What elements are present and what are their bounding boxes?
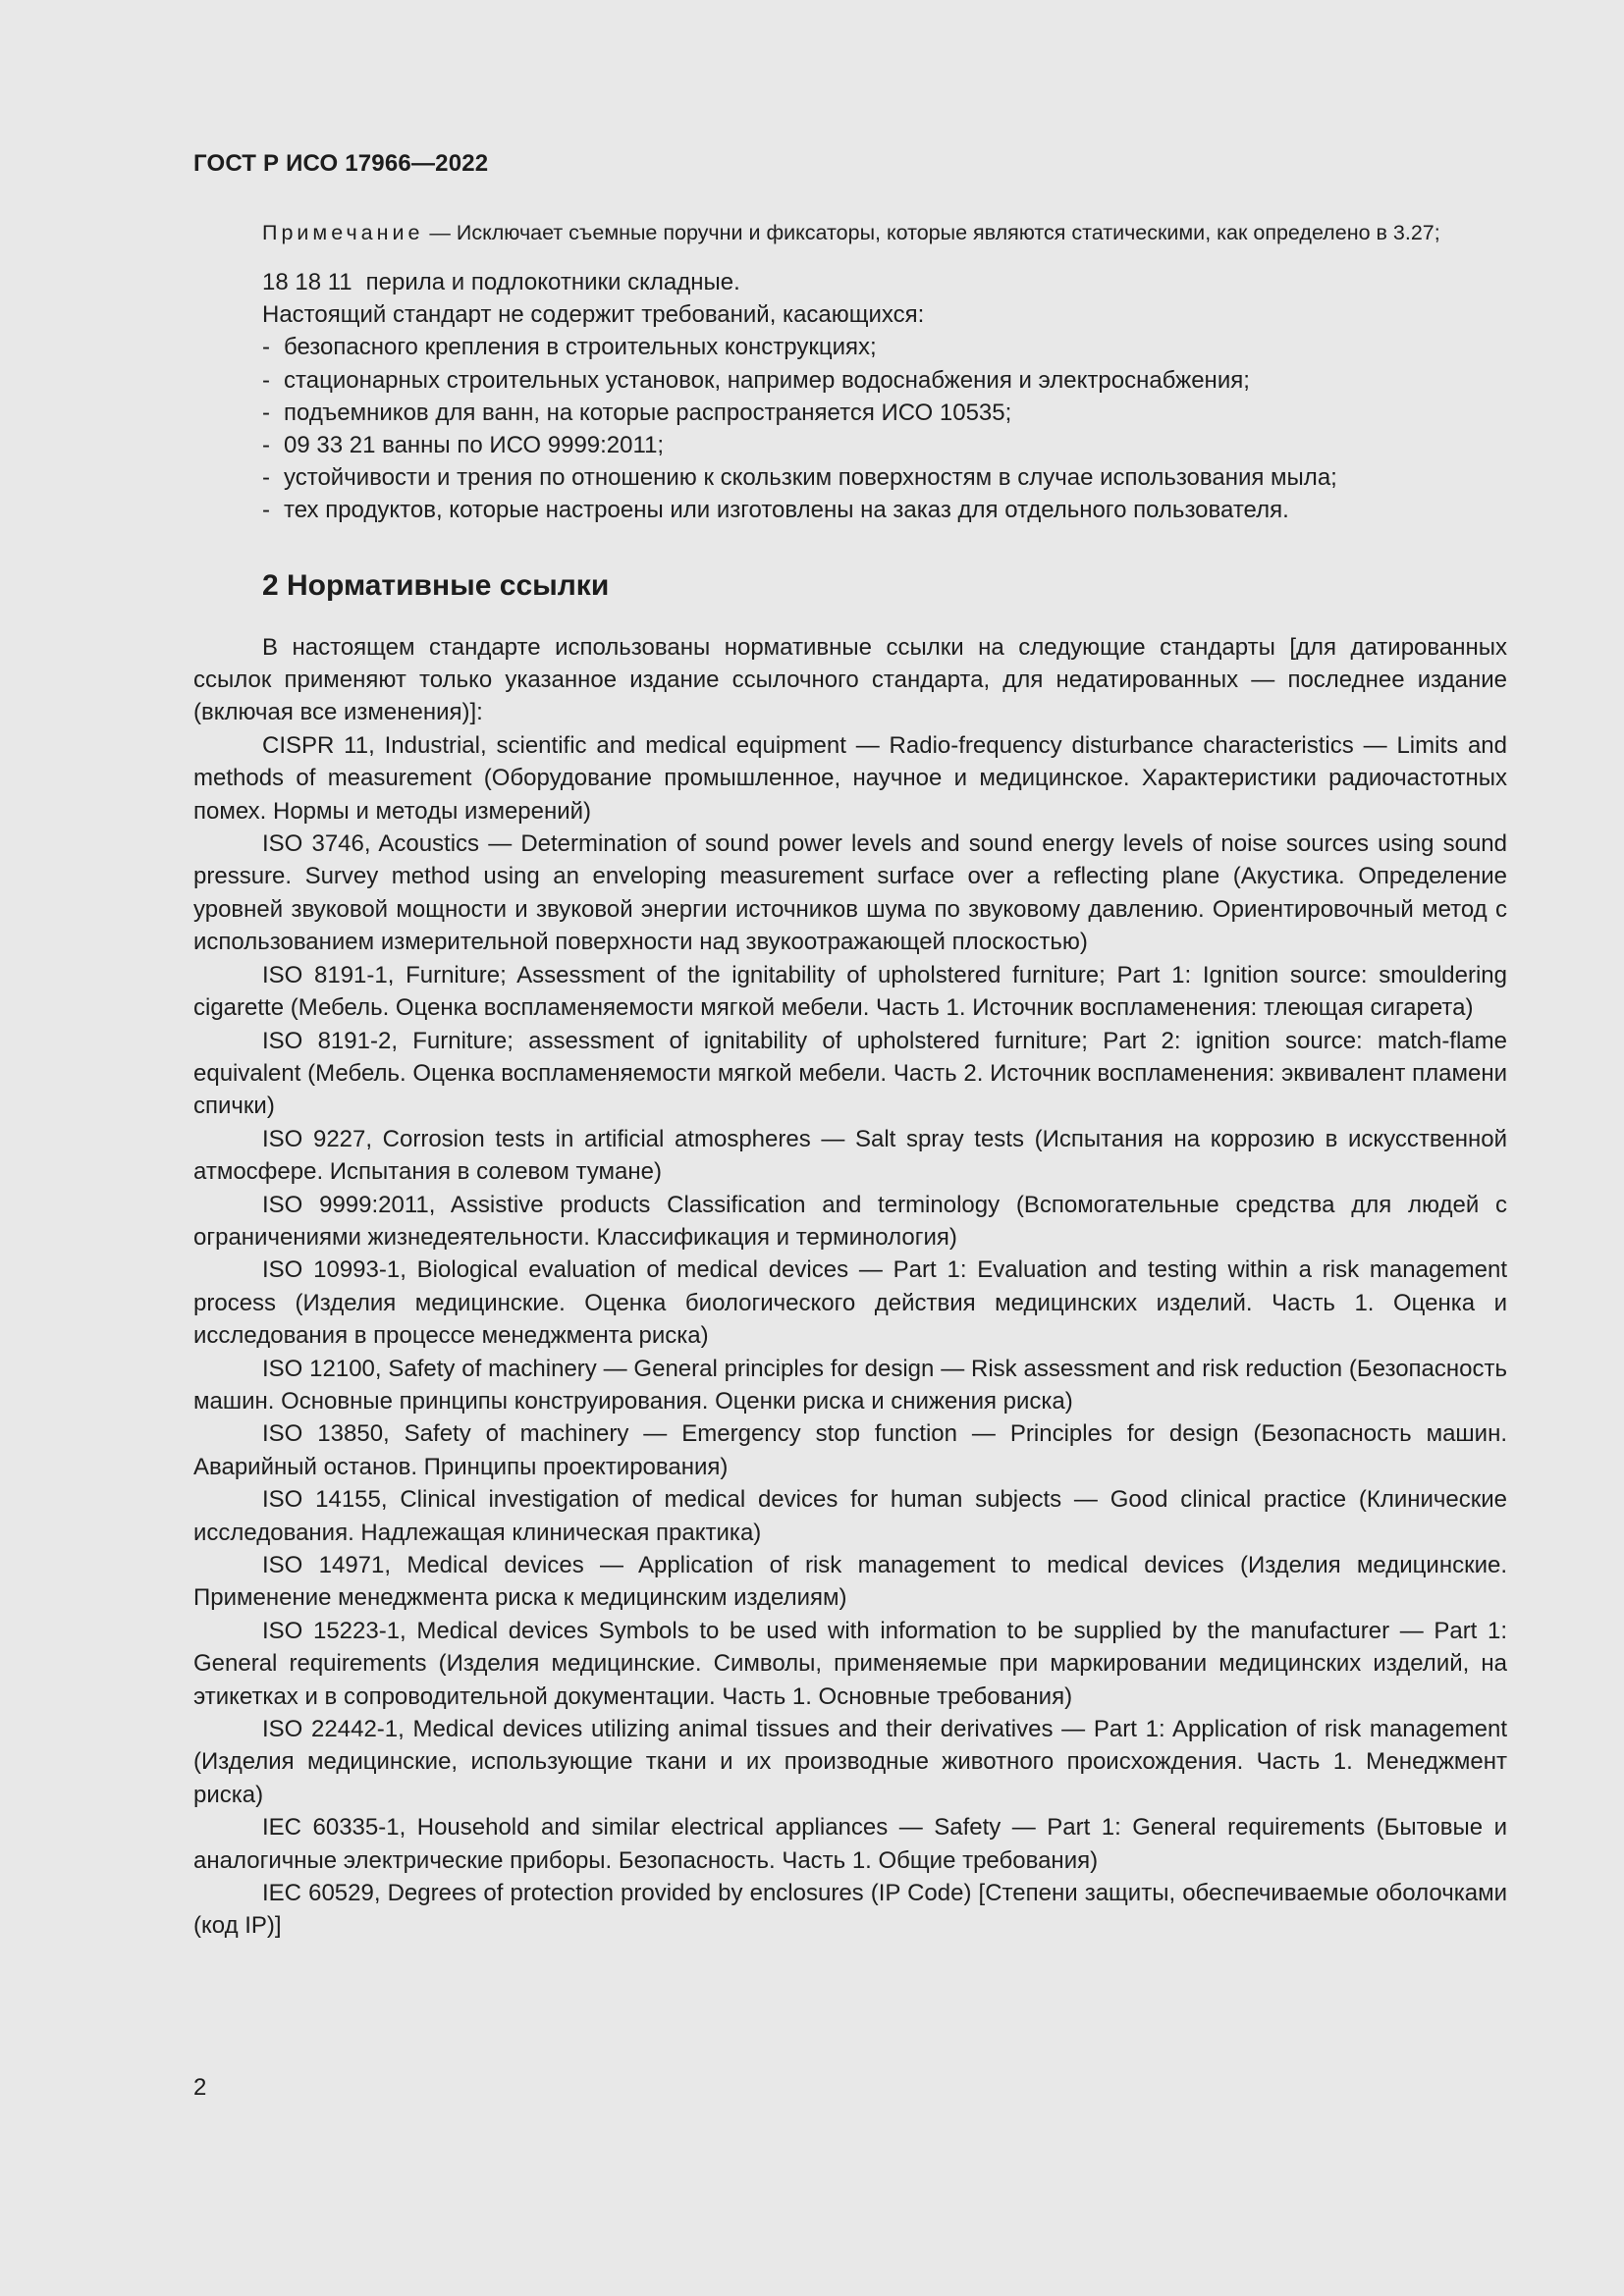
scope-item-text: перила и подлокотники складные.	[365, 269, 740, 295]
reference-item: IEC 60335-1, Household and similar electrical appliances — Safety — Part 1: General requirements (Бытовые и аналогичные электрические приборы. Безопасность. Часть 1. Общие требования)	[193, 1814, 1507, 1874]
list-item	[193, 494, 1507, 526]
list-item-text: безопасного крепления в строительных конструкциях;	[284, 334, 877, 361]
note-label: Примечание	[262, 221, 424, 244]
reference-item: ISO 10993-1, Biological evaluation of medical devices — Part 1: Evaluation and testing within a risk management process (Изделия медицинские. Оценка биологического действия медицинских изделий. Часть 1. Оценка и исследования в процессе менеджмента риска)	[193, 1256, 1507, 1350]
list-item-text: подъемников для ванн, на которые распространяется ИСО 10535;	[284, 399, 1012, 426]
list-item	[193, 364, 1507, 397]
list-item	[193, 429, 1507, 461]
section-title: 2 Нормативные ссылки	[262, 568, 610, 602]
page-number: 2	[193, 2074, 207, 2101]
list-item	[193, 397, 1507, 429]
reference-item: ISO 15223-1, Medical devices Symbols to be used with information to be supplied by the manufacturer — Part 1: General requirements (Изделия медицинские. Символы, применяемые при маркировании медицинских изделий, на этикетках и в сопроводительной документации. Часть 1. Основные требования)	[193, 1617, 1507, 1710]
list-item-text: устойчивости и трения по отношению к скользким поверхностям в случае использования мыла;	[284, 464, 1337, 492]
reference-item: ISO 22442-1, Medical devices utilizing animal tissues and their derivatives — Part 1: Application of risk management (Изделия медицинские, использующие ткани и их производные животного происхождения. Часть 1. Менеджмент риска)	[193, 1716, 1507, 1808]
reference-item: ISO 3746, Acoustics — Determination of sound power levels and sound energy levels of noise sources using sound pressure. Survey method using an enveloping measurement surface over a reflecting plane (Акустика. Определение уровней звуковой мощности и звуковой энергии источников шума по звуковому давлению. Ориентировочный метод с использованием измерительной поверхности над звукоотражающей плоскостью)	[193, 830, 1507, 956]
dash-bullet: -	[262, 366, 270, 394]
reference-item: ISO 8191-2, Furniture; assessment of ignitability of upholstered furniture; Part 2: ignition source: match-flame equivalent (Мебель. Оценка воспламеняемости мягкой мебели. Часть 2. Источник воспламенения: эквивалент пламени спички)	[193, 1027, 1507, 1120]
list-item-text: стационарных строительных установок, например водоснабжения и электроснабжения;	[284, 366, 1250, 394]
document-header: ГОСТ Р ИСО 17966—2022	[193, 150, 489, 177]
dash-bullet: -	[262, 497, 270, 524]
reference-item: ISO 14155, Clinical investigation of medical devices for human subjects — Good clinical practice (Клинические исследования. Надлежащая клиническая практика)	[193, 1486, 1507, 1546]
scope-intro: Настоящий стандарт не содержит требований, касающихся:	[262, 301, 925, 329]
list-item-text: 09 33 21 ванны по ИСО 9999:2011;	[284, 432, 665, 459]
reference-item: ISO 8191-1, Furniture; Assessment of the ignitability of upholstered furniture; Part 1: Ignition source: smouldering cigarette (Мебель. Оценка воспламеняемости мягкой мебели. Часть 1. Источник воспламенения: тлеющая сигарета)	[193, 961, 1507, 1022]
document-page	[193, 147, 1507, 1943]
dash-bullet: -	[262, 432, 270, 459]
reference-item: CISPR 11, Industrial, scientific and medical equipment — Radio-frequency disturbance characteristics — Limits and methods of measurement (Оборудование промышленное, научное и медицинское. Характеристики радиочастотных помех. Нормы и методы измерений)	[193, 731, 1507, 825]
section-intro: В настоящем стандарте использованы нормативные ссылки на следующие стандарты [для датированных ссылок применяют только указанное издание ссылочного стандарта, для недатированных — последнее издание (включая все изменения)]:	[193, 633, 1507, 726]
note-paragraph	[193, 218, 1507, 248]
scope-item-code: 18 18 11	[262, 269, 352, 295]
reference-item: ISO 12100, Safety of machinery — General principles for design — Risk assessment and risk reduction (Безопасность машин. Основные принципы конструирования. Оценки риска и снижения риска)	[193, 1355, 1507, 1415]
exclusion-list	[193, 331, 1507, 526]
list-item	[193, 461, 1507, 494]
list-item	[193, 331, 1507, 363]
reference-list	[193, 729, 1507, 1943]
dash-bullet: -	[262, 334, 270, 361]
reference-item: ISO 14971, Medical devices — Application of risk management to medical devices (Изделия медицинские. Применение менеджмента риска к медицинским изделиям)	[193, 1552, 1507, 1612]
reference-item: ISO 13850, Safety of machinery — Emergency stop function — Principles for design (Безопасность машин. Аварийный останов. Принципы проектирования)	[193, 1420, 1507, 1480]
dash-bullet: -	[262, 399, 270, 426]
reference-item: IEC 60529, Degrees of protection provided by enclosures (IP Code) [Степени защиты, обеспечиваемые оболочками (код IP)]	[193, 1880, 1507, 1940]
list-item-text: тех продуктов, которые настроены или изготовлены на заказ для отдельного пользователя.	[284, 497, 1289, 524]
reference-item: ISO 9999:2011, Assistive products Classification and terminology (Вспомогательные средства для людей с ограничениями жизнедеятельности. Классификация и терминология)	[193, 1191, 1507, 1251]
note-text: — Исключает съемные поручни и фиксаторы, которые являются статическими, как определено в 3.27;	[423, 221, 1440, 244]
reference-item: ISO 9227, Corrosion tests in artificial atmospheres — Salt spray tests (Испытания на коррозию в искусственной атмосфере. Испытания в солевом тумане)	[193, 1125, 1507, 1186]
scope-item	[193, 266, 1507, 298]
dash-bullet: -	[262, 464, 270, 492]
